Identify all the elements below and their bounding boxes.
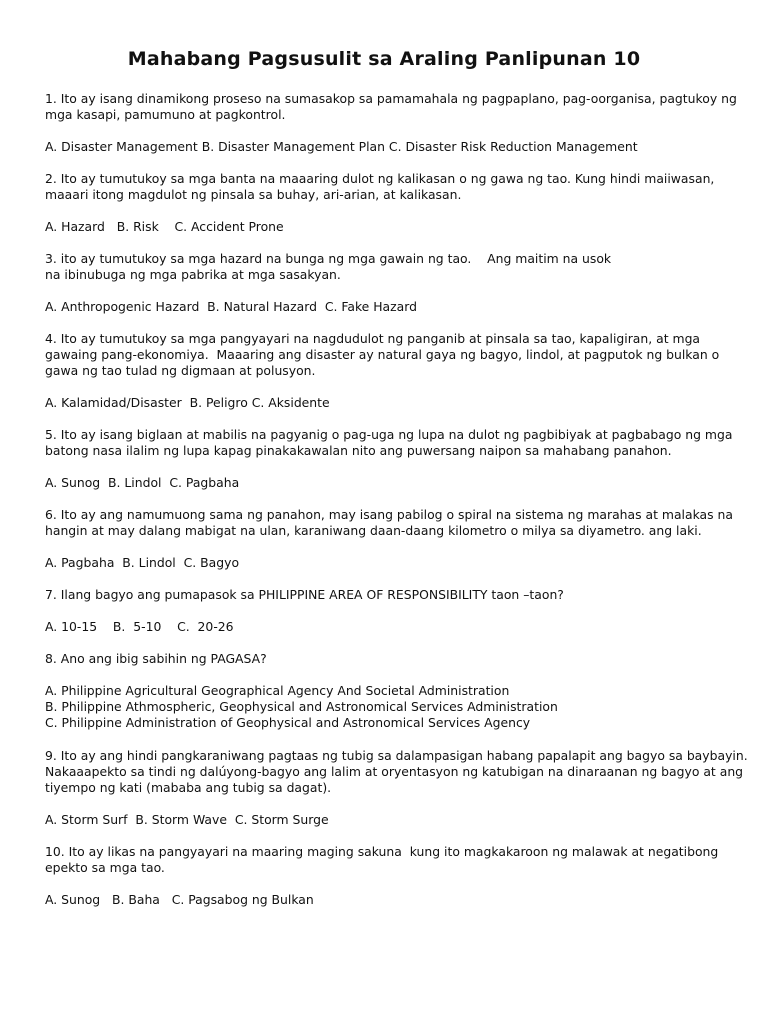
question-line: mga kasapi, pamumuno at pagkontrol. xyxy=(45,107,286,122)
choice-line: A. Sunog B. Baha C. Pagsabog ng Bulkan xyxy=(45,892,314,907)
question-1-choices xyxy=(45,139,735,155)
question-line: 4. Ito ay tumutukoy sa mga pangyayari na nagdudulot ng panganib at pinsala sa tao, kapaligiran, at mga xyxy=(45,331,701,346)
choice-line: C. Philippine Administration of Geophysical and Astronomical Services Agency xyxy=(45,715,531,730)
question-7-text xyxy=(45,587,735,603)
choice-line: B. Philippine Athmospheric, Geophysical and Astronomical Services Administration xyxy=(45,699,558,714)
question-line: 8. Ano ang ibig sabihin ng PAGASA? xyxy=(45,651,267,666)
choice-line: A. Storm Surf B. Storm Wave C. Storm Surge xyxy=(45,812,329,827)
question-line: 9. Ito ay ang hindi pangkaraniwang pagtaas ng tubig sa dalampasigan habang papalapit ang bagyo sa baybayin. xyxy=(45,748,748,763)
question-5-choices xyxy=(45,475,735,491)
question-line: Nakaaapekto sa tindi ng dalúyong-bagyo ang lalim at oryentasyon ng katubigan na dinaraanan ng bagyo at ang xyxy=(45,764,744,779)
question-line: epekto sa mga tao. xyxy=(45,860,165,875)
question-1-text xyxy=(45,91,735,123)
question-line: hangin at may dalang mabigat na ulan, karaniwang daan-daang kilometro o milya sa diyametro. ang laki. xyxy=(45,523,702,538)
question-2-text xyxy=(45,171,735,203)
question-6-choices xyxy=(45,555,735,571)
question-line: 5. Ito ay isang biglaan at mabilis na pagyanig o pag-uga ng lupa na dulot ng pagbibiyak at pagbabago ng mga xyxy=(45,427,733,442)
question-9-choices xyxy=(45,812,735,828)
question-4-text xyxy=(45,331,735,379)
question-line: 6. Ito ay ang namumuong sama ng panahon, may isang pabilog o spiral na sistema ng marahas at malakas na xyxy=(45,507,733,522)
question-line: batong nasa ilalim ng lupa kapag pinakakawalan nito ang puwersang naipon sa mahabang panahon. xyxy=(45,443,672,458)
question-5-text xyxy=(45,427,735,459)
question-9-text xyxy=(45,748,748,796)
question-line: maaari itong magdulot ng pinsala sa buhay, ari-arian, at kalikasan. xyxy=(45,187,462,202)
choice-line: A. Sunog B. Lindol C. Pagbaha xyxy=(45,475,240,490)
choice-line: A. Philippine Agricultural Geographical Agency And Societal Administration xyxy=(45,683,510,698)
choice-line: A. Hazard B. Risk C. Accident Prone xyxy=(45,219,284,234)
question-7-choices xyxy=(45,619,735,635)
question-line: tiyempo ng kati (mababa ang tubig sa dagat). xyxy=(45,780,332,795)
question-line: 10. Ito ay likas na pangyayari na maaring maging sakuna kung ito magkakaroon ng malawak at negatibong xyxy=(45,844,719,859)
choice-line: A. Anthropogenic Hazard B. Natural Hazard C. Fake Hazard xyxy=(45,299,417,314)
question-line: 3. ito ay tumutukoy sa mga hazard na bunga ng mga gawain ng tao. Ang maitim na usok xyxy=(45,251,612,266)
question-3-text xyxy=(45,251,735,283)
choice-line: A. Pagbaha B. Lindol C. Bagyo xyxy=(45,555,240,570)
choice-line: A. Kalamidad/Disaster B. Peligro C. Aksidente xyxy=(45,395,330,410)
question-2-choices xyxy=(45,219,735,235)
choice-line: A. 10-15 B. 5-10 C. 20-26 xyxy=(45,619,234,634)
question-line: na ibinubuga ng mga pabrika at mga sasakyan. xyxy=(45,267,341,282)
question-line: gawaing pang-ekonomiya. Maaaring ang disaster ay natural gaya ng bagyo, lindol, at pagputok ng bulkan o xyxy=(45,347,720,362)
question-4-choices xyxy=(45,395,735,411)
question-10-text xyxy=(45,844,735,876)
question-10-choices xyxy=(45,892,735,908)
question-8-text xyxy=(45,651,735,667)
question-line: gawa ng tao tulad ng digmaan at polusyon. xyxy=(45,363,316,378)
question-6-text xyxy=(45,507,735,539)
document-title: Mahabang Pagsusulit sa Araling Panlipunan 10 xyxy=(127,48,641,70)
question-3-choices xyxy=(45,299,735,315)
question-line: 7. Ilang bagyo ang pumapasok sa PHILIPPINE AREA OF RESPONSIBILITY taon –taon? xyxy=(45,587,564,602)
question-8-choices xyxy=(45,683,735,731)
question-line: 2. Ito ay tumutukoy sa mga banta na maaaring dulot ng kalikasan o ng gawa ng tao. Kung hindi maiiwasan, xyxy=(45,171,715,186)
choice-line: A. Disaster Management B. Disaster Management Plan C. Disaster Risk Reduction Management xyxy=(45,139,638,154)
question-line: 1. Ito ay isang dinamikong proseso na sumasakop sa pamamahala ng pagpaplano, pag-oorganisa, pagtukoy ng xyxy=(45,91,737,106)
